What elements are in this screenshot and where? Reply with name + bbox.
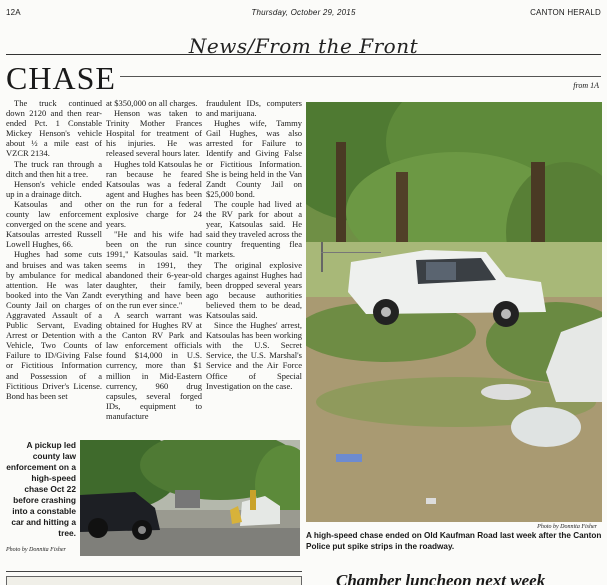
- paragraph: at $350,000 on all charges.: [106, 98, 198, 108]
- inset-photo: [80, 440, 300, 556]
- article-column-2: [106, 98, 202, 421]
- paragraph: Henson was taken to Trinity Mother Frances Hospital for treatment of his injuries. He was released several hours later.: [106, 108, 202, 159]
- page-number: 12A: [6, 8, 21, 17]
- paragraph: A search warrant was obtained for Hughes RV at the Canton RV Park and law enforcement officials found $14,000 in U.S. currency, more than $1 million in Mid-Eastern currency, 960 drug capsules, several forged IDs, equipment to manufacture: [106, 309, 202, 421]
- paragraph: Katsoulas and other county law enforcement converged on the scene and Katsoulas arrested Russell Lowell Hughes, 66.: [6, 198, 102, 250]
- paragraph: fraudulent IDs, computers and marijuana.: [206, 98, 302, 119]
- paragraph: Henson's vehicle ended up in a drainage ditch.: [6, 178, 102, 199]
- article-column-3: [206, 98, 302, 391]
- section-divider: [6, 54, 601, 55]
- jump-line: from 1A: [573, 81, 599, 90]
- article-column-1: [6, 98, 102, 401]
- paragraph: The truck continued down 2120 and then rear-ended Pct. 1 Constable Mickey Henson's vehicle about ½ a mile east of VZCR 2134.: [6, 98, 102, 159]
- inset-photo-credit: Photo by Donnita Fisher: [6, 547, 66, 553]
- section-title: News/From the Front: [188, 34, 419, 58]
- article-headline: CHASE: [6, 60, 116, 96]
- paragraph: Hughes told Katsoulas he ran because he feared Katsoulas was a federal agent and Hughes has been on the run for a federal explosive charge for 24 years.: [106, 158, 202, 230]
- main-photo-credit: Photo by Donnita Fisher: [537, 524, 597, 530]
- paragraph: Since the Hughes' arrest, Katsoulas has been working with the U.S. Secret Service, the U.S. Marshal's Service and the Air Force Office of Special Investigation on the case.: [206, 320, 302, 391]
- next-story-headline: Chamber luncheon next week: [336, 571, 546, 585]
- paragraph: The original explosive charges against Hughes had been dropped several years ago because authorities believed them to be dead, Katsoulas said.: [206, 259, 302, 320]
- main-photo: [306, 102, 602, 522]
- main-photo-caption: A high-speed chase ended on Old Kaufman Road last week after the Canton Police put spike strips in the roadway.: [306, 531, 602, 551]
- paragraph: The couple had lived at the RV park for about a year, Katsoulas said. He said they traveled across the country frequenting flea markets.: [206, 198, 302, 260]
- inset-photo-caption: A pickup led county law enforcement on a high-speed chase Oct 22 before crashing into a constable car and hitting a tree.: [6, 440, 76, 538]
- paragraph: The truck ran through a ditch and then hit a tree.: [6, 158, 102, 179]
- paragraph: "He and his wife had been on the run since 1991," Katsoulas said. "It seems in 1991, they abandoned their 6-year-old daughter, their family, everything and have been on the run ever since.": [106, 229, 202, 310]
- bottom-ad-box: [6, 576, 302, 585]
- paragraph: Hughes had some cuts and bruises and was taken by ambulance for medical attention. He was later booked into the Van Zandt County Jail on charges of Aggravated Assault of a Public Servant, Evading Arrest or Detention with a Vehicle, Two Counts of Failure to ID/Giving False or Fictitious Information and Possession of a Fictitious Driver's License. Bond has been set: [6, 249, 102, 401]
- paper-name: CANTON HERALD: [530, 8, 601, 17]
- issue-date: Thursday, October 29, 2015: [251, 8, 356, 17]
- headline-divider: [120, 76, 601, 77]
- bottom-divider: [6, 571, 302, 572]
- paragraph: Hughes wife, Tammy Gail Hughes, was also arrested for Failure to Identify and Giving False or Fictitious Information. She is being held in the Van Zandt County Jail on $25,000 bond.: [206, 118, 302, 199]
